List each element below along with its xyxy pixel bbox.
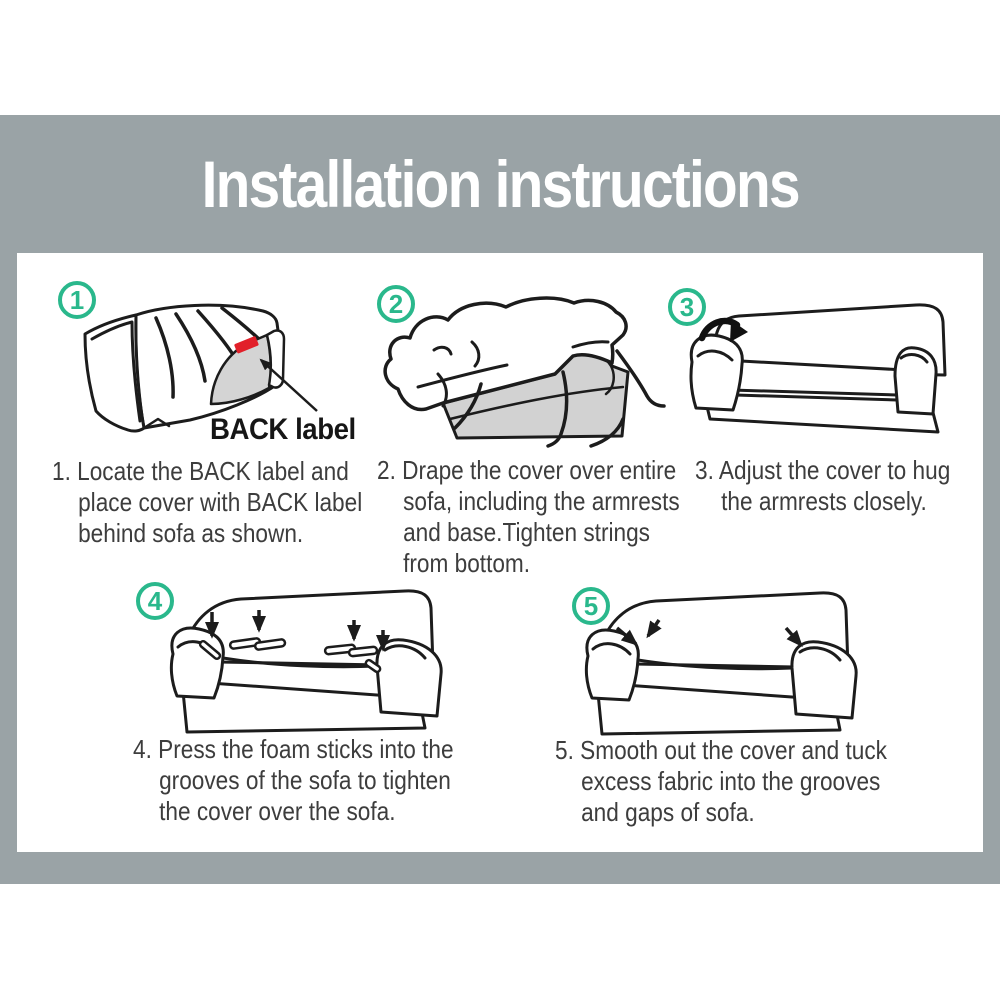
frame-bottom [0,852,1000,884]
caption-line: 4. Press the foam sticks into the [133,734,454,764]
caption-line: 5. Smooth out the cover and tuck [555,735,887,765]
page-title: Installation instructions [201,147,799,221]
draped-cover-illustration [377,293,677,453]
caption-line: 2. Drape the cover over entire [377,455,677,485]
caption-line: and gaps of sofa. [581,797,755,827]
sofa-left-arm [691,335,742,410]
sofa-left-arm [171,628,223,698]
caption-line: behind sofa as shown. [78,518,304,548]
caption-line: sofa, including the armrests [403,486,680,516]
caption-line: place cover with BACK label [78,487,363,517]
caption-line: excess fabric into the grooves [581,766,881,796]
caption-line: from bottom. [403,548,531,578]
caption-line: and base.Tighten strings [403,517,650,547]
frame-right [983,253,1000,852]
step-5-caption [555,735,887,828]
caption-line: 3. Adjust the cover to hug [695,455,951,485]
sofa-right-arm [792,642,856,718]
step-2-number: 2 [388,288,404,319]
step-4-number: 4 [147,585,163,616]
header-band [0,115,1000,253]
step-3-number: 3 [679,291,695,322]
caption-line: the cover over the sofa. [159,796,396,826]
back-label-annotation: BACK label [210,413,356,446]
caption-line: 1. Locate the BACK label and [52,456,349,486]
step-2-caption [377,455,680,579]
step-1-caption [52,456,362,549]
caption-line: the armrests closely. [721,486,927,516]
foam-sticks-illustration [163,586,463,736]
sofa-right-arm [377,640,441,716]
smooth-cover-illustration [578,588,878,738]
step-3-caption [695,455,950,517]
frame-left [0,253,17,852]
step-1-number: 1 [69,284,85,315]
step-4-caption [133,734,454,827]
step-5-number: 5 [583,590,599,621]
sofa-hug-armrest-illustration [687,297,972,447]
caption-line: grooves of the sofa to tighten [159,765,451,795]
